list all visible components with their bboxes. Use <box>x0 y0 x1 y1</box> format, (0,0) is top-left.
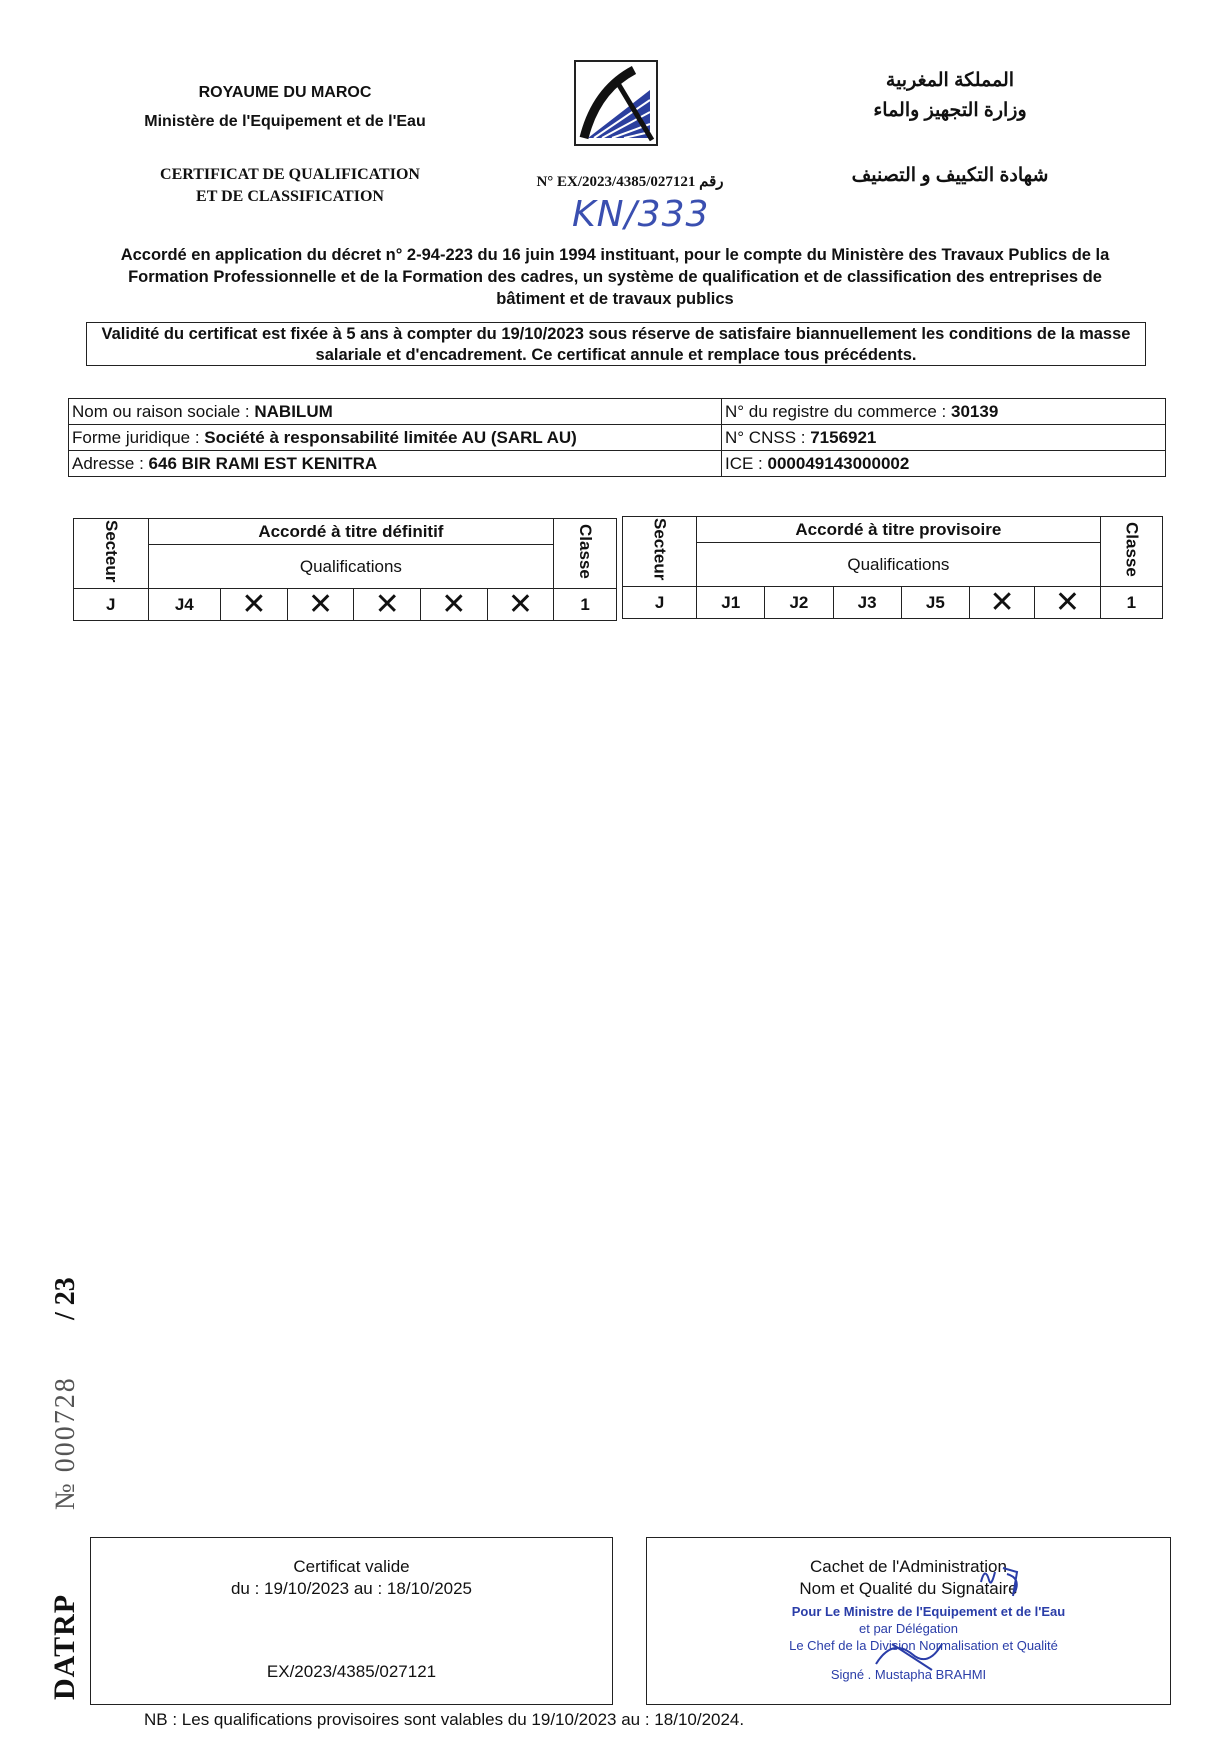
cross-icon: ✕ <box>1054 584 1081 620</box>
cross-icon: ✕ <box>374 586 400 622</box>
address-cell <box>69 451 722 477</box>
table-row <box>623 587 1163 619</box>
legal-form-value: Société à responsabilité limitée AU (SARL AU) <box>204 427 577 447</box>
certificate-title-fr <box>130 164 450 208</box>
class-label: Classe <box>1122 521 1142 577</box>
definitive-qualifications-table <box>73 518 617 621</box>
empty-qualification <box>287 586 354 622</box>
cnss-cell <box>722 425 1166 451</box>
country-fr: ROYAUME DU MAROC <box>198 84 372 101</box>
ministry-ar: وزارة التجهيز والماء <box>873 100 1027 121</box>
empty-qualification <box>487 586 554 622</box>
sector-value: J <box>74 589 149 621</box>
signature-icon <box>977 1562 1037 1602</box>
signature-flourish-icon <box>872 1634 952 1674</box>
ministry-fr: Ministère de l'Equipement et de l'Eau <box>144 113 426 130</box>
side-stamp-number: № 000728 <box>50 1376 81 1510</box>
nb-note: NB : Les qualifications provisoires sont valables du 19/10/2023 au : 18/10/2024. <box>144 1710 745 1729</box>
ice-cell <box>722 451 1166 477</box>
empty-qualification <box>221 586 288 622</box>
side-stamp-year: / 23 <box>50 1277 81 1320</box>
stamp-line2: et par Délégation <box>858 1621 958 1636</box>
table-row <box>74 545 617 589</box>
table-row <box>74 589 617 621</box>
administration-box <box>646 1537 1171 1705</box>
class-value: 1 <box>554 589 617 621</box>
table-row <box>74 519 617 545</box>
empty-qualification <box>969 584 1034 620</box>
stamp-line3: Le Chef de la Division Normalisation et Qualité <box>789 1638 1058 1653</box>
country-ar: المملكة المغربية <box>885 70 1015 91</box>
class-header <box>554 519 617 589</box>
company-name-value: NABILUM <box>254 401 333 421</box>
provisional-title: Accordé à titre provisoire <box>697 517 1101 543</box>
rc-value: 30139 <box>951 401 999 421</box>
qualification-value: J5 <box>901 587 969 619</box>
validity-box <box>90 1537 613 1705</box>
certificate-title-ar: شهادة التكييف و التصنيف <box>851 165 1049 186</box>
cross-icon: ✕ <box>307 586 334 622</box>
cross-icon: ✕ <box>989 584 1015 620</box>
class-header <box>1100 517 1162 587</box>
cross-icon: ✕ <box>507 586 534 622</box>
address-value: 646 BIR RAMI EST KENITRA <box>148 453 378 473</box>
admin-line2: Nom et Qualité du Signataire <box>799 1579 1018 1598</box>
stamp-line4: Signé . Mustapha BRAHMI <box>830 1667 987 1682</box>
cnss-value: 7156921 <box>810 427 877 447</box>
side-stamp-org: DATRP <box>48 1593 81 1700</box>
sector-value: J <box>623 587 697 619</box>
header-left <box>110 78 460 136</box>
validity-notice: Validité du certificat est fixée à 5 ans à compter du 19/10/2023 sous réserve de satisfaire biannuellement les conditions de la masse salariale et d'encadrement. Ce certificat annule et remplace tous précédents. <box>86 322 1146 366</box>
cross-icon: ✕ <box>441 586 467 622</box>
company-name-cell <box>69 399 722 425</box>
class-label: Classe <box>576 523 596 579</box>
header-right <box>820 66 1080 126</box>
table-row <box>69 425 1166 451</box>
definitive-title: Accordé à titre définitif <box>148 519 554 545</box>
ice-label: ICE : <box>725 453 768 473</box>
valid-line1: Certificat valide <box>293 1557 410 1576</box>
cnss-label: N° CNSS : <box>725 427 811 447</box>
sector-label: Secteur <box>101 519 121 583</box>
stamp-line1: Pour Le Ministre de l'Equipement et de l'Eau <box>791 1604 1066 1619</box>
qualifications-label: Qualifications <box>148 545 554 589</box>
cert-title-line1: CERTIFICAT DE QUALIFICATION <box>160 166 420 183</box>
valid-line2: du : 19/10/2023 au : 18/10/2025 <box>230 1579 473 1598</box>
company-name-label: Nom ou raison sociale : <box>72 401 255 421</box>
table-row <box>623 543 1163 587</box>
legal-form-cell <box>69 425 722 451</box>
company-info-table <box>68 398 1166 477</box>
cert-title-line2: ET DE CLASSIFICATION <box>196 188 384 205</box>
qualifications-label: Qualifications <box>697 543 1101 587</box>
legal-form-label: Forme juridique : <box>72 427 205 447</box>
rc-cell <box>722 399 1166 425</box>
table-row <box>69 451 1166 477</box>
qualification-value: J2 <box>765 587 833 619</box>
sector-header <box>623 517 697 587</box>
cross-icon: ✕ <box>241 586 267 622</box>
handwritten-reference: KN/333 <box>572 194 710 235</box>
certificate-number: N° EX/2023/4385/027121 رقم <box>536 174 724 190</box>
table-row <box>623 517 1163 543</box>
qualification-value: J4 <box>148 589 221 621</box>
qualification-value: J1 <box>697 587 765 619</box>
valid-ref: EX/2023/4385/027121 <box>266 1662 437 1681</box>
ministry-logo-icon <box>574 60 658 146</box>
sector-header <box>74 519 149 589</box>
provisional-qualifications-table <box>622 516 1163 619</box>
empty-qualification <box>1035 584 1100 620</box>
address-label: Adresse : <box>72 453 149 473</box>
admin-line1: Cachet de l'Administration <box>810 1557 1007 1576</box>
qualification-value: J3 <box>833 587 901 619</box>
sector-label: Secteur <box>650 517 670 581</box>
ice-value: 000049143000002 <box>767 453 910 473</box>
class-value: 1 <box>1100 587 1162 619</box>
empty-qualification <box>421 586 488 622</box>
rc-label: N° du registre du commerce : <box>725 401 951 421</box>
table-row <box>69 399 1166 425</box>
empty-qualification <box>354 586 421 622</box>
intro-paragraph: Accordé en application du décret n° 2-94-223 du 16 juin 1994 instituant, pour le compte du Ministère des Travaux Publics de la Formation Professionnelle et de la Formation des cadres, un système de qualification et de classification des entreprises de bâtiment et de travaux publics <box>120 246 1110 308</box>
